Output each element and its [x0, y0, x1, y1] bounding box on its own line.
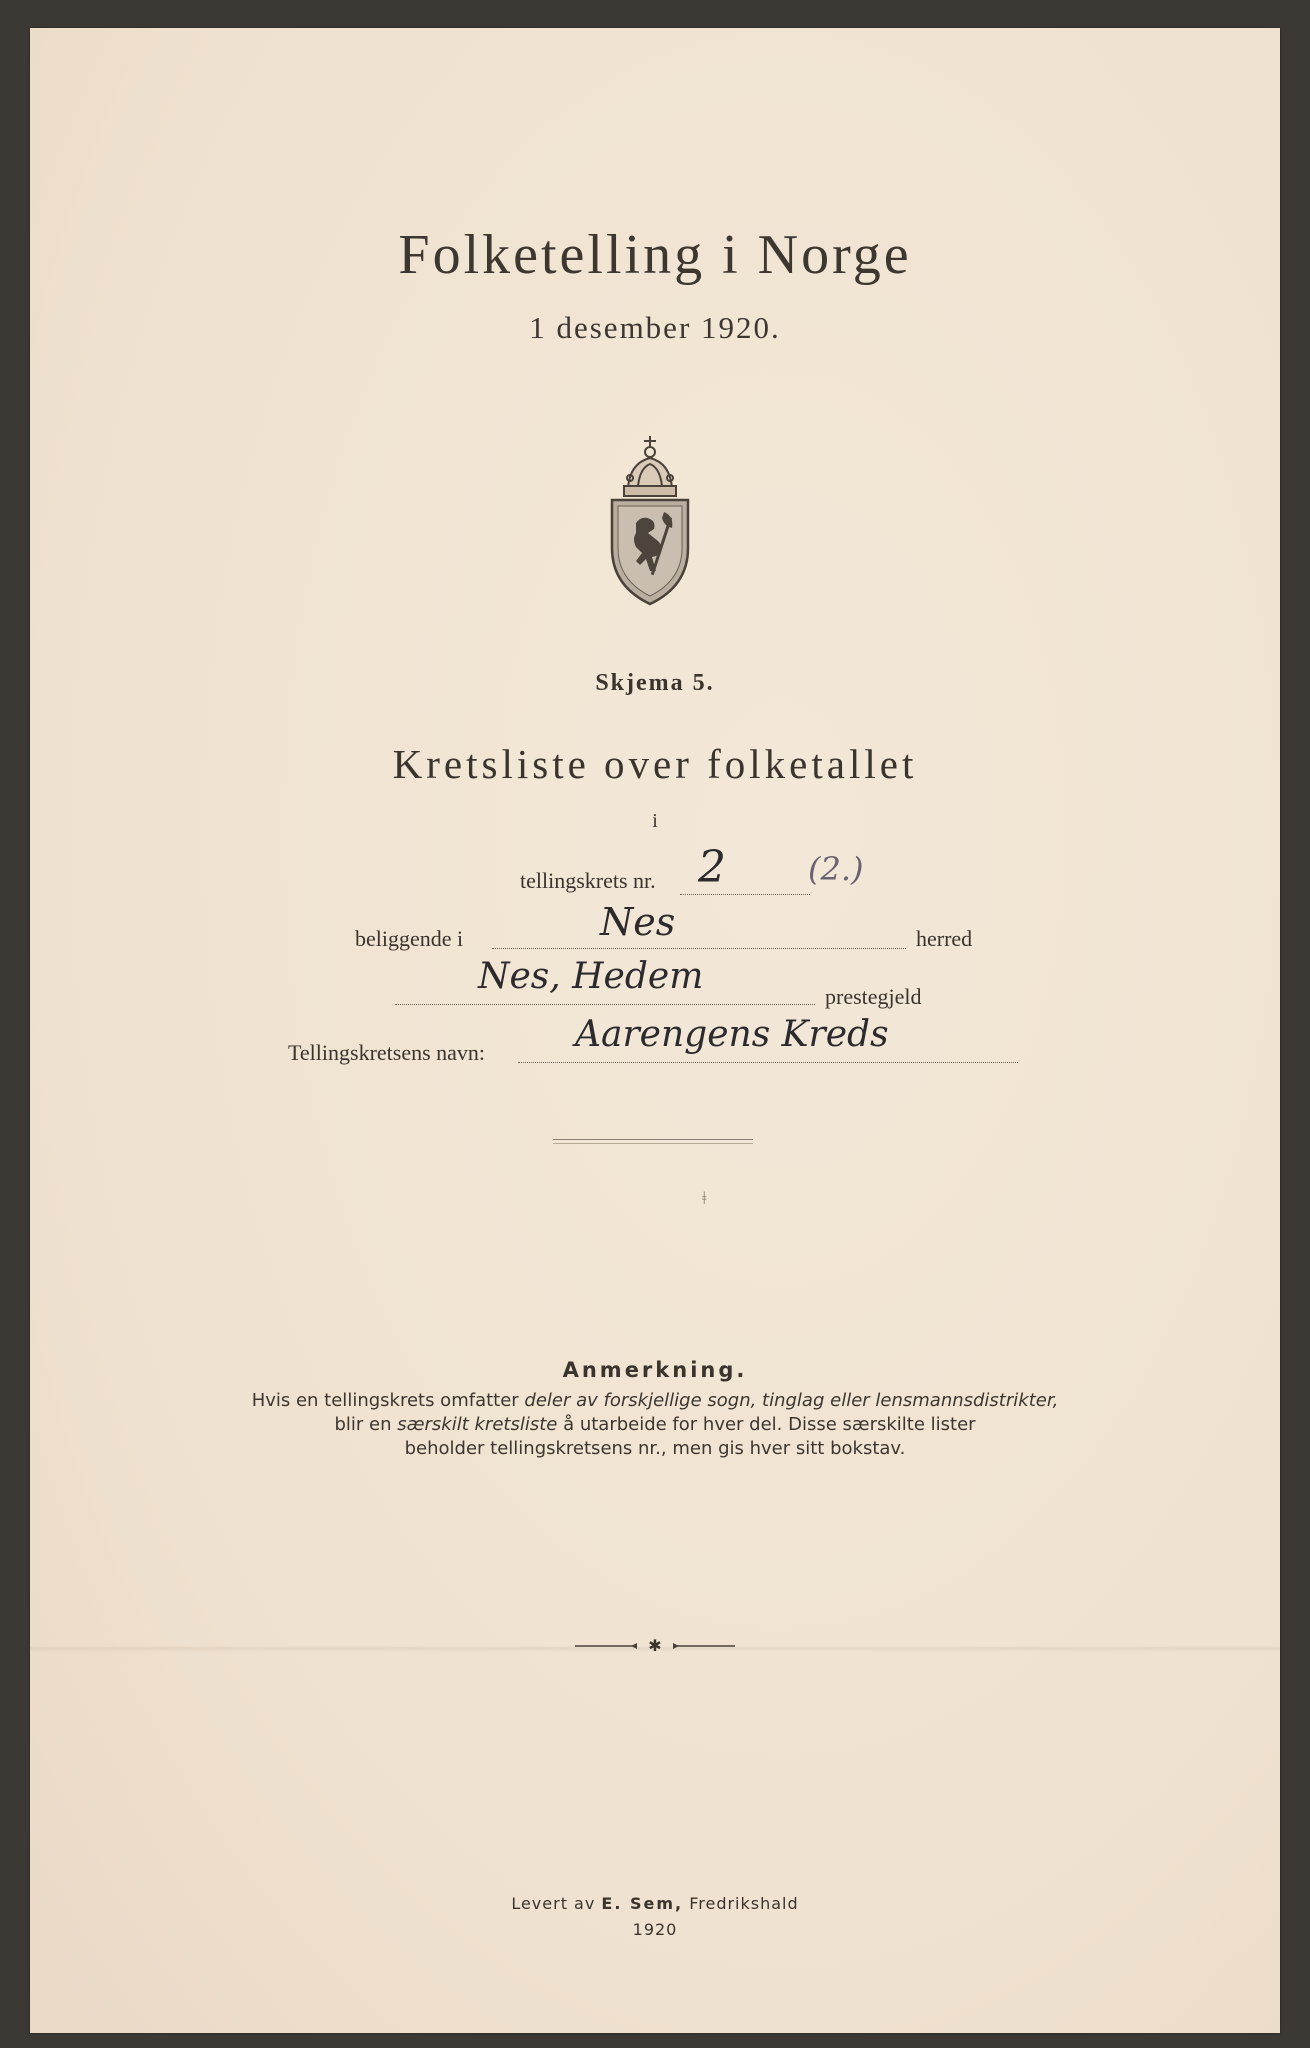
municipality-value: Nes: [600, 900, 676, 944]
svg-text:✱: ✱: [648, 1636, 662, 1655]
printer-credit: [30, 1894, 1280, 1913]
printer-name: E. Sem,: [601, 1894, 684, 1913]
parish-suffix: prestegjeld: [825, 984, 922, 1009]
printer-place: Fredrikshald: [683, 1894, 799, 1913]
district-name-value: Aarengens Kreds: [575, 1014, 889, 1055]
district-number-extra: (2.): [808, 850, 864, 888]
schema-number: Skjema 5.: [595, 670, 715, 696]
note-line-2-text-a: blir en: [334, 1414, 398, 1435]
form-heading: Kretsliste over folketallet: [392, 741, 918, 787]
section-divider: [553, 1139, 753, 1144]
note-title: Anmerkning.: [562, 1358, 748, 1382]
printer-prefix: Levert av: [511, 1894, 602, 1913]
note-line-1: [30, 1390, 1280, 1411]
note-line-1-text: Hvis en tellingskrets omfatter: [251, 1390, 525, 1411]
paper-mark-icon: ǂ: [702, 1188, 707, 1208]
page-title: Folketelling i Norge: [398, 224, 912, 286]
note-line-2-emphasis: særskilt kretsliste: [397, 1414, 558, 1435]
district-number-label: tellingskrets nr.: [520, 868, 656, 893]
census-date: 1 desember 1920.: [529, 310, 781, 345]
municipality-suffix: herred: [916, 926, 973, 951]
note-line-1-emphasis: deler av forskjellige sogn, tinglag eller lensmannsdistrikter,: [524, 1390, 1059, 1411]
census-form-page: [30, 28, 1280, 2033]
district-name-label: Tellingskretsens navn:: [288, 1040, 486, 1065]
connector-text: i: [652, 810, 658, 832]
municipality-field: [492, 908, 906, 949]
printer-year: 1920: [632, 1920, 678, 1939]
district-number-value: 2: [698, 842, 726, 893]
ornament-divider-icon: [575, 1636, 735, 1656]
parish-value: Nes, Hedem: [478, 956, 704, 997]
note-line-3: beholder tellingskretsens nr., men gis hver sitt bokstav.: [404, 1438, 906, 1459]
municipality-label: beliggende i: [355, 926, 464, 951]
coat-of-arms-icon: [600, 428, 700, 608]
note-line-2-text-b: å utarbeide for hver del. Disse særskilte lister: [557, 1414, 976, 1435]
note-line-2: [30, 1414, 1280, 1435]
